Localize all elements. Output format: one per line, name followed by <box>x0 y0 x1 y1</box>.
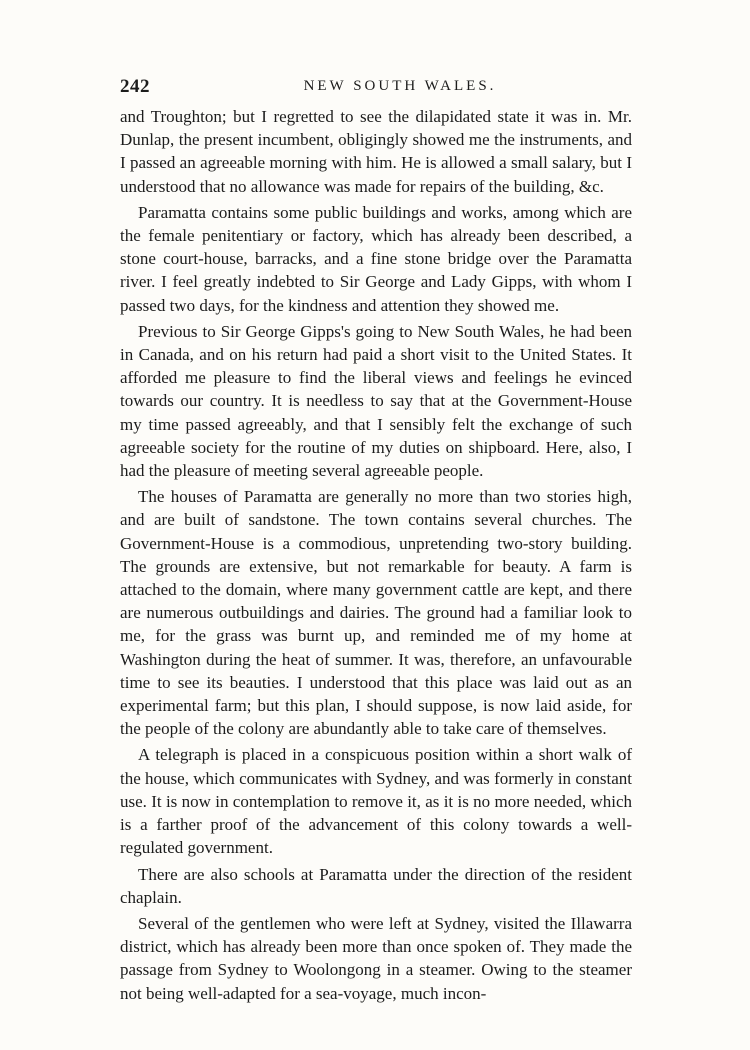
body-text <box>120 105 632 1008</box>
paragraph: A telegraph is placed in a conspicuous position within a short walk of the house, which communicates with Sydney, and was formerly in constant use. It is now in contemplation to remove it, as it is no more needed, which is a farther proof of the advancement of this colony towards a well-regulated government. <box>120 745 632 858</box>
paragraph: There are also schools at Paramatta under the direction of the resident chaplain. <box>120 864 632 907</box>
running-head <box>120 76 640 100</box>
paragraph: Previous to Sir George Gipps's going to New South Wales, he had been in Canada, and on his return had paid a short visit to the United States. It afforded me pleasure to find the liberal views and feelings he evinced towards our country. It is needless to say that at the Government-House my time passed agreeably, and that I sensibly felt the exchange of such agreeable society for the routine of my duties on shipboard. Here, also, I had the pleasure of meeting several agreeable people. <box>120 321 632 481</box>
paragraph: Several of the gentlemen who were left at Sydney, visited the Illawarra district, which has already been more than once spoken of. They made the passage from Sydney to Woolongong in a steamer. Owing to the steamer not being well-adapted for a sea-voyage, much incon- <box>120 913 632 1003</box>
running-title: NEW SOUTH WALES. <box>303 78 497 94</box>
paragraph-continued: and Troughton; but I regretted to see the dilapidated state it was in. Mr. Dunlap, the present incumbent, obligingly showed me the instruments, and I passed an agreeable morning with him. He is allowed a small salary, but I understood that no allowance was made for repairs of the building, &c. <box>120 107 632 196</box>
paragraph: Paramatta contains some public buildings and works, among which are the female penitentiary or factory, which has already been described, a stone court-house, barracks, and a fine stone bridge over the Paramatta river. I feel greatly indebted to Sir George and Lady Gipps, with whom I passed two days, for the kindness and attention they showed me. <box>120 202 632 315</box>
paragraph: The houses of Paramatta are generally no more than two stories high, and are built of sandstone. The town contains several churches. The Government-House is a commodious, unpretending two-story building. The grounds are extensive, but not remarkable for beauty. A farm is attached to the domain, where many government cattle are kept, and there are numerous outbuildings and dairies. The ground had a familiar look to me, for the grass was burnt up, and reminded me of my home at Washington during the heat of summer. It was, therefore, an unfavourable time to see its beauties. I understood that this place was laid out as an experimental farm; but this plan, I should suppose, is now laid aside, for the people of the colony are abundantly able to take care of themselves. <box>120 487 632 739</box>
page-number: 242 <box>120 76 150 97</box>
